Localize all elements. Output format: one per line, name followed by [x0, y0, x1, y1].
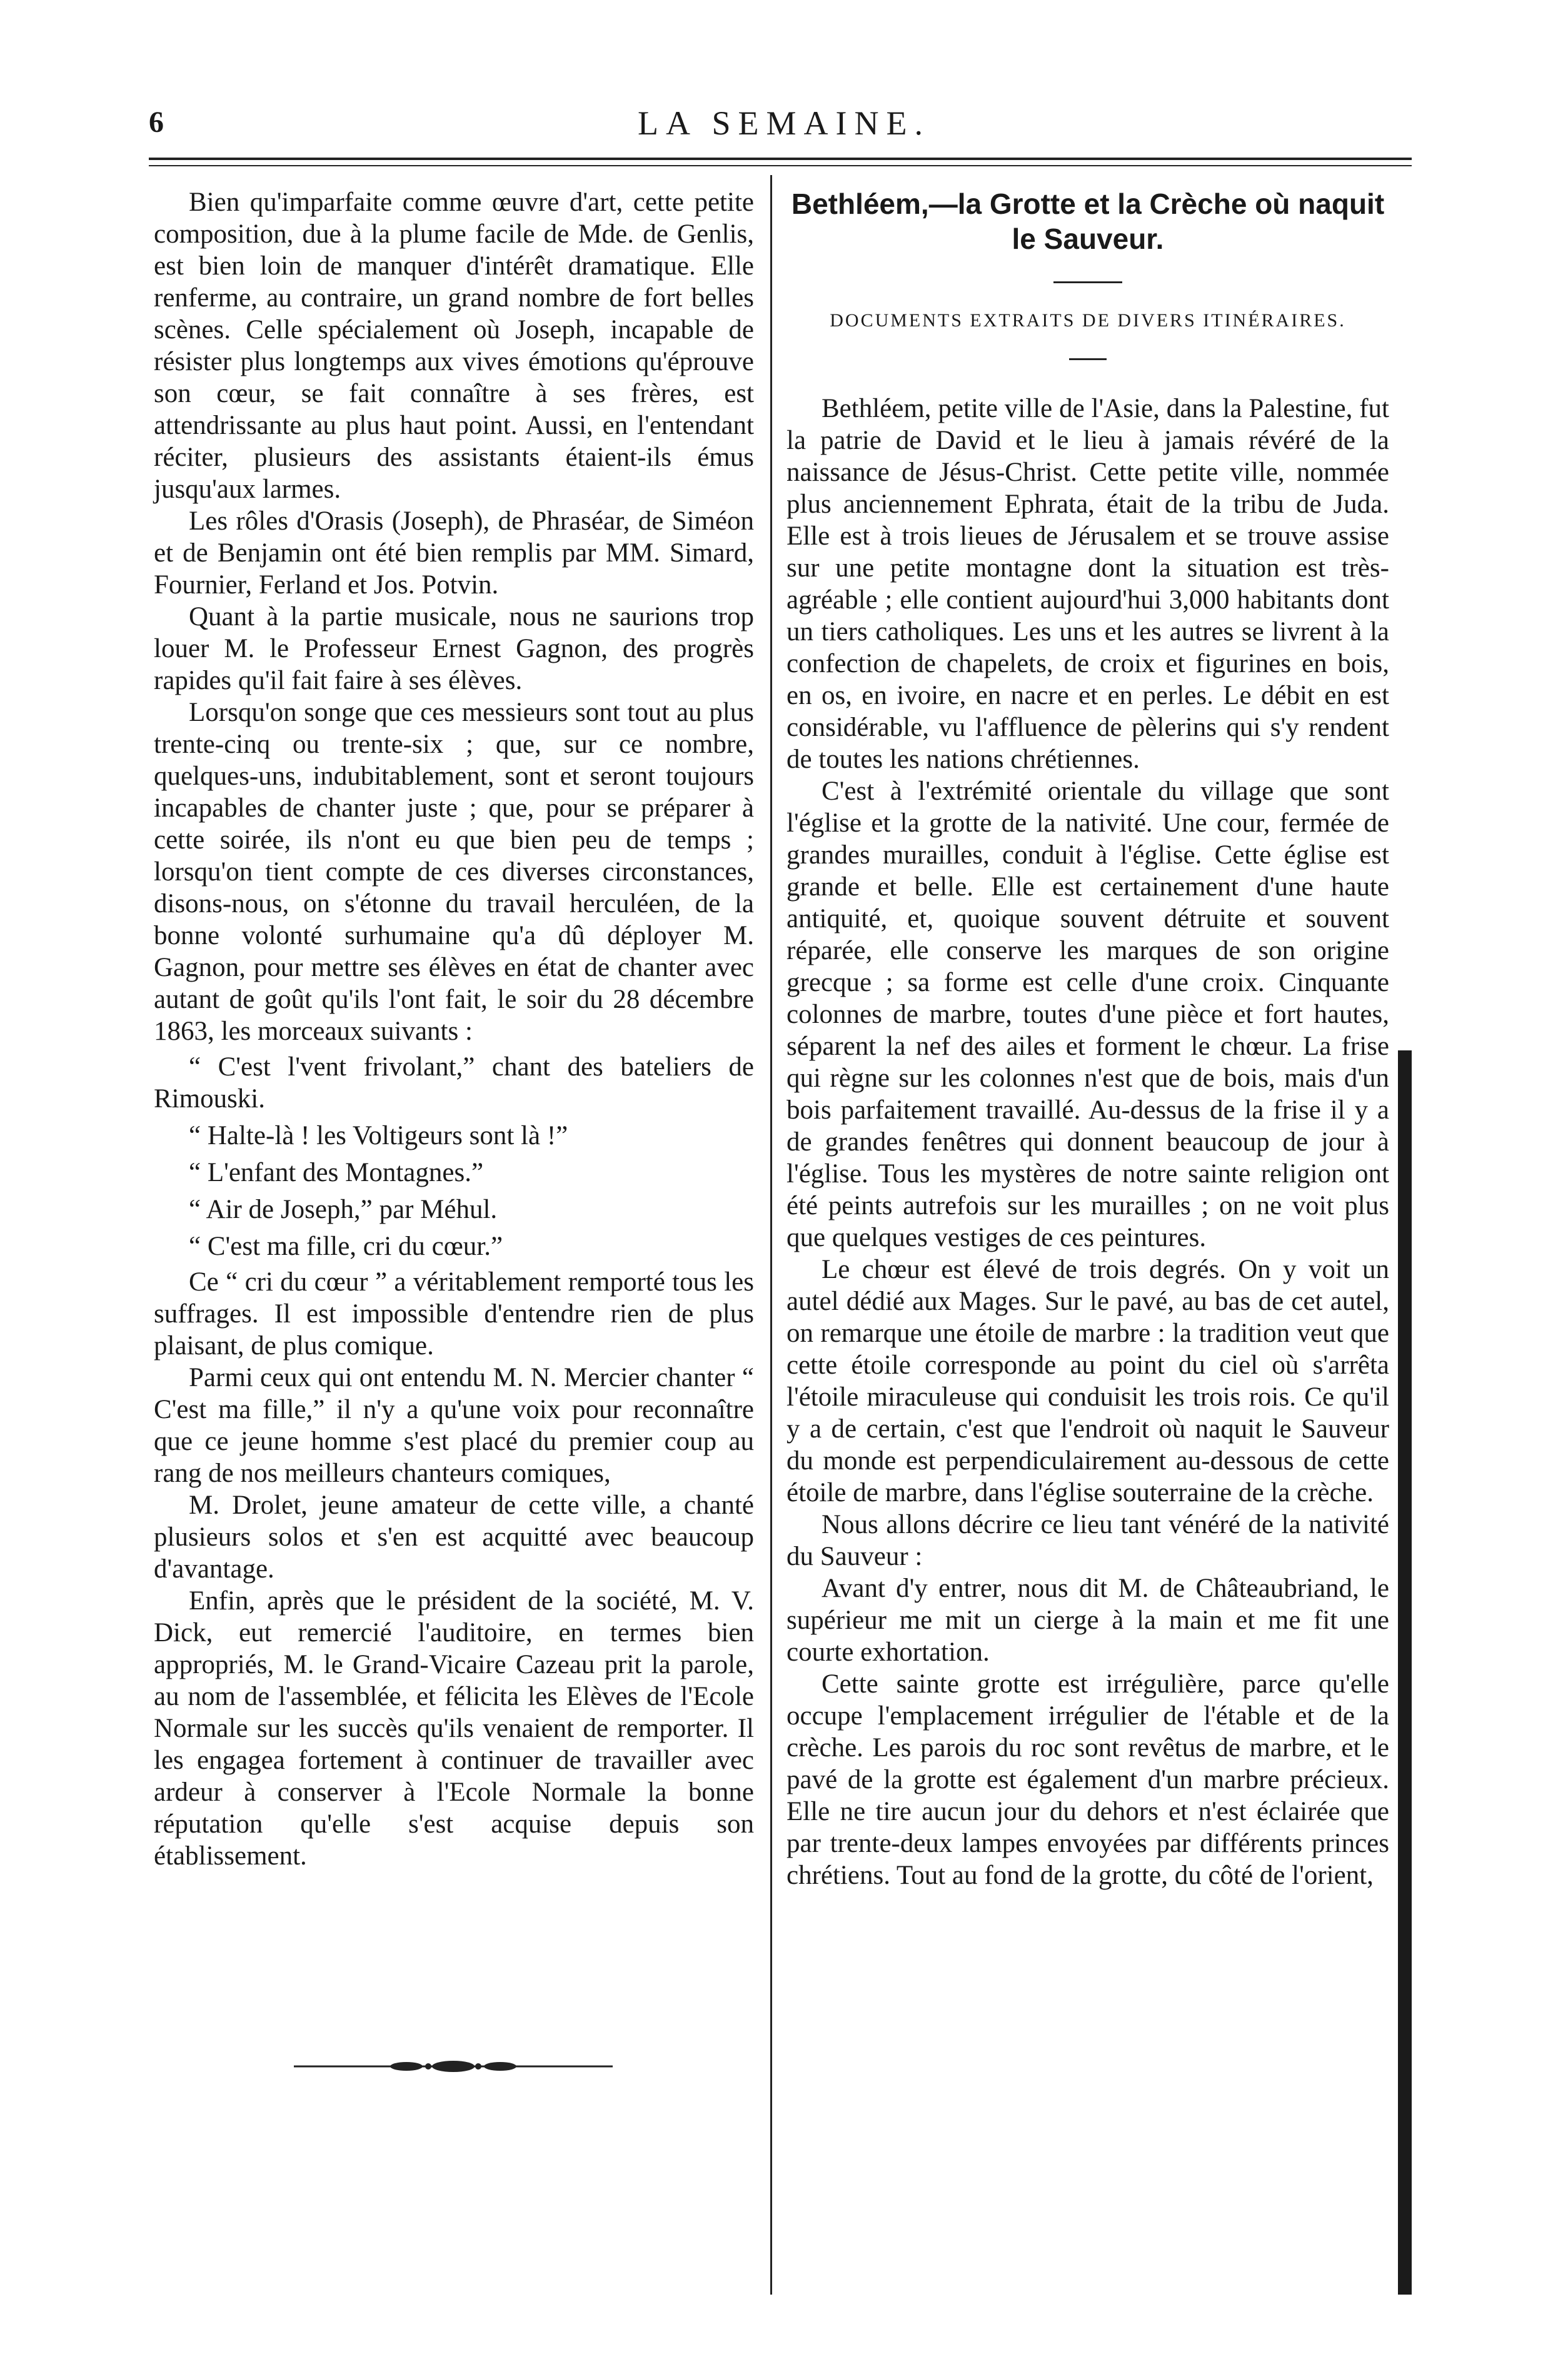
header-rule-thick	[149, 158, 1412, 160]
song-title: “ Air de Joseph,” par Méhul.	[189, 1195, 498, 1224]
paragraph: Le chœur est élevé de trois degrés. On y voit un autel dédié aux Mages. Sur le pavé, au bas de cet autel, on remarque une étoile de marbre : la tradition veut que cette étoile corresponde au point du ciel où s'arrêta l'étoile miraculeuse qui conduisit les trois rois. Ce qu'il y a de certain, c'est que l'endroit où naquit le Sauveur du monde est perpendiculairement au-dessous de cette étoile de marbre, dans l'église souterraine de la crèche.	[787, 1255, 1389, 1507]
song-title: “ Halte-là ! les Voltigeurs sont là !”	[189, 1121, 568, 1150]
page-edge-shadow	[1398, 1050, 1412, 2295]
ornament-divider	[294, 2057, 613, 2076]
paragraph: Parmi ceux qui ont entendu M. N. Mercier chanter “ C'est ma fille,” il n'y a qu'une voix pour reconnaître que ce jeune homme s'est placé du premier coup au rang de nos meilleurs chanteurs comiques,	[154, 1363, 754, 1488]
subtitle-rule	[1069, 358, 1107, 360]
paragraph: Les rôles d'Orasis (Joseph), de Phraséar, de Siméon et de Benjamin ont été bien remplis par MM. Simard, Fournier, Ferland et Jos. Potvin.	[154, 506, 754, 600]
paragraph: Lorsqu'on songe que ces messieurs sont tout au plus trente-cinq ou trente-six ; que, sur ce nombre, quelques-uns, indubitablement, sont et seront toujours incapables de chanter juste ; que, pour se préparer à cette soirée, ils n'ont eu que bien peu de temps ; lorsqu'on tient compte de ces diverses circonstances, disons-nous, on s'étonne du travail herculéen, de la bonne volonté surhumaine qu'a dû déployer M. Gagnon, pour mettre ses élèves en état de chanter avec autant de goût qu'ils l'ont fait, le soir du 28 décembre 1863, les morceaux suivants :	[154, 698, 754, 1046]
title-rule	[1053, 281, 1122, 283]
paragraph: Bethléem, petite ville de l'Asie, dans la Palestine, fut la patrie de David et le lieu à jamais révéré de la naissance de Jésus-Christ. Cette petite ville, nommée plus anciennement Ephrata, était de la tribu de Juda. Elle est à trois lieues de Jérusalem et se trouve assise sur une petite montagne dont la situation est très-agréable ; elle contient aujourd'hui 3,000 habitants dont un tiers catholiques. Les uns et les autres se livrent à la confection de chapelets, de croix et figurines en bois, en os, en ivoire, en nacre et en perles. Le débit en est considérable, vu l'affluence de pèlerins qui s'y rendent de toutes les nations chrétiennes.	[787, 394, 1389, 774]
page-number: 6	[149, 106, 164, 139]
song-title: “ C'est l'vent frivolant,” chant des bateliers de Rimouski.	[154, 1052, 754, 1114]
paragraph: Nous allons décrire ce lieu tant vénéré de la nativité du Sauveur :	[787, 1510, 1389, 1571]
running-title: LA SEMAINE.	[638, 104, 930, 142]
song-title: “ L'enfant des Montagnes.”	[189, 1158, 484, 1187]
paragraph: Bien qu'imparfaite comme œuvre d'art, cette petite composition, due à la plume facile de Mde. de Genlis, est bien loin de manquer d'intérêt dramatique. Elle renferme, au contraire, un grand nombre de fort belles scènes. Celle spécialement où Joseph, incapable de résister plus longtemps aux vives émotions qu'éprouve son cœur, se fait connaître à ses frères, est attendrissante au plus haut point. Aussi, en l'entendant réciter, plusieurs des assistants étaient-ils émus jusqu'aux larmes.	[154, 188, 754, 504]
article-title: Bethléem,—la Grotte et la Crèche où naquit le Sauveur.	[791, 188, 1385, 255]
paragraph: C'est à l'extrémité orientale du village que sont l'église et la grotte de la nativité. Une cour, fermée de grandes murailles, conduit à l'église. Cette église est grande et belle. Elle est certainement d'une haute antiquité, et, quoique souvent détruite et souvent réparée, elle conserve les marques de son origine grecque ; sa forme est celle d'une croix. Cinquante colonnes de marbre, toutes d'une pièce et fort hautes, séparent la nef des ailes et forment le chœur. La frise qui règne sur les colonnes n'est que de bois, mais d'un bois parfaitement travaillé. Au-dessus de la frise il y a de grandes fenêtres qui donnent beaucoup de jour à l'église. Tous les mystères de notre sainte religion ont été peints autrefois sur les murailles ; on ne voit plus que quelques vestiges de ces peintures.	[787, 777, 1389, 1252]
paragraph: Cette sainte grotte est irrégulière, parce qu'elle occupe l'emplacement irrégulier de l'étable et de la crèche. Les parois du roc sont revêtus de marbre, et le pavé de la grotte est également d'un marbre précieux. Elle ne tire aucun jour du dehors et n'est éclairée que par trente-deux lampes envoyées par différents princes chrétiens. Tout au fond de la grotte, du côté de l'orient,	[787, 1669, 1389, 1890]
column-divider	[770, 175, 772, 2295]
article-subtitle: DOCUMENTS EXTRAITS DE DIVERS ITINÉRAIRES.	[830, 310, 1346, 331]
paragraph: Enfin, après que le président de la société, M. V. Dick, eut remercié l'auditoire, en termes bien appropriés, M. le Grand-Vicaire Cazeau prit la parole, au nom de l'assemblée, et félicita les Elèves de l'Ecole Normale sur les succès qu'ils venaient de remporter. Il les engagea fortement à continuer de travailler avec ardeur à conserver à l'Ecole Normale la bonne réputation qu'elle s'est acquise depuis son établissement.	[154, 1586, 754, 1871]
left-column	[154, 186, 754, 1872]
paragraph: Avant d'y entrer, nous dit M. de Châteaubriand, le supérieur me mit un cierge à la main et me fit une courte exhortation.	[787, 1574, 1389, 1667]
right-column	[787, 186, 1389, 1891]
paragraph: Quant à la partie musicale, nous ne saurions trop louer M. le Professeur Ernest Gagnon, des progrès rapides qu'il fait faire à ses élèves.	[154, 602, 754, 695]
song-title: “ C'est ma fille, cri du cœur.”	[189, 1232, 503, 1261]
header-rule-thin	[149, 165, 1412, 166]
paragraph: M. Drolet, jeune amateur de cette ville, a chanté plusieurs solos et s'en est acquitté avec beaucoup d'avantage.	[154, 1491, 754, 1584]
paragraph: Ce “ cri du cœur ” a véritablement remporté tous les suffrages. Il est impossible d'entendre rien de plus plaisant, de plus comique.	[154, 1267, 754, 1361]
